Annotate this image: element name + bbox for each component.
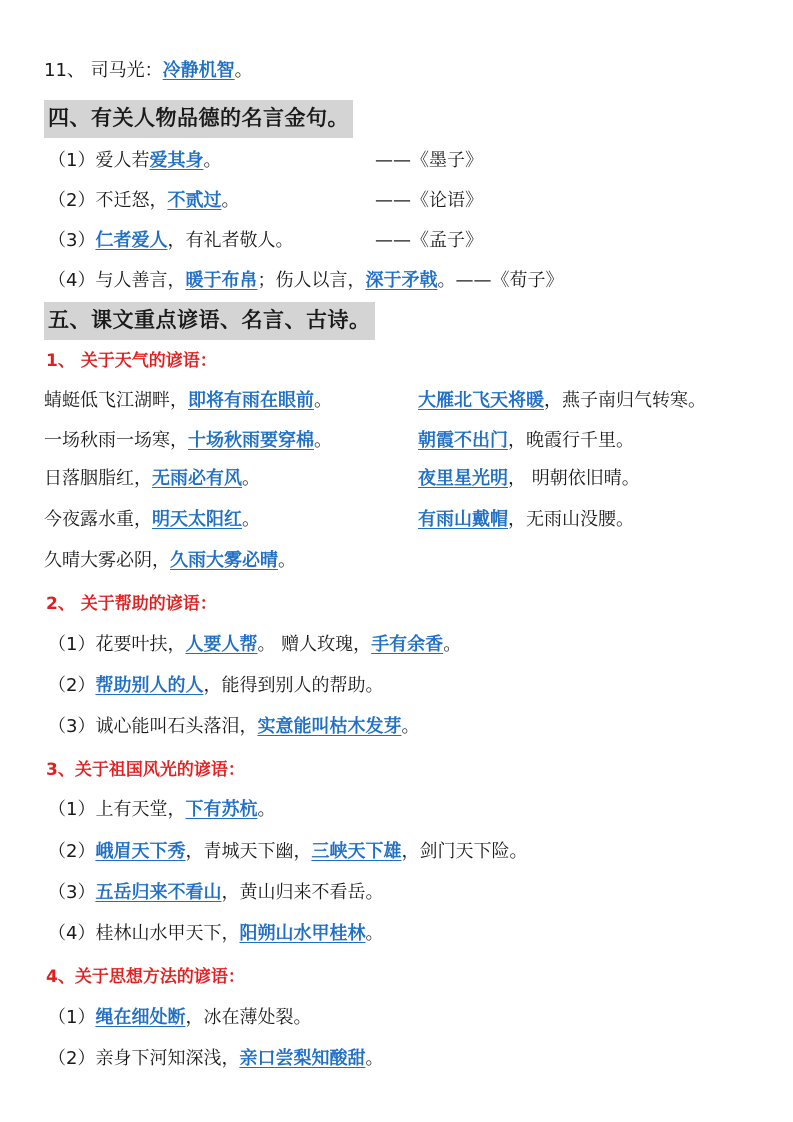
item-text: 。	[314, 390, 332, 411]
item-text: ，能得到别人的帮助。	[203, 675, 384, 696]
item-text: 。	[242, 468, 260, 489]
item-text: （2）	[48, 675, 96, 696]
quote-source: ——《墨子》	[375, 150, 483, 171]
answer-text: 阳朔山水甲桂林	[239, 923, 366, 944]
item-text: 。	[443, 634, 462, 655]
item-text: （1）	[48, 1007, 96, 1028]
item-text: （4）与人善言，	[48, 270, 186, 291]
answer-text: 人要人帮	[185, 634, 258, 655]
item-text: ， 明朝依旧晴。	[508, 468, 640, 489]
item-text: 。	[401, 716, 420, 737]
item-text: （2）亲身下河知深浅，	[48, 1048, 240, 1069]
item-text: ；伤人以言，	[257, 270, 366, 291]
item-text: 日落胭脂红，	[44, 468, 152, 489]
thinking-item-1	[48, 1005, 311, 1031]
answer-text: 冷静机智	[162, 60, 235, 81]
item-text: 。	[257, 799, 276, 820]
answer-text: 三峡天下雄	[311, 841, 402, 862]
item-text: （1）花要叶扶，	[48, 634, 186, 655]
item-text: （2）	[48, 841, 96, 862]
quote-item-4	[48, 268, 563, 294]
item-text: 。——《荀子》	[437, 270, 564, 291]
answer-text: 仁者爱人	[95, 230, 168, 251]
item-text: 。	[365, 923, 384, 944]
item-text: ，黄山归来不看岳。	[221, 882, 384, 903]
scenery-item-4	[48, 921, 383, 947]
answer-text: 帮助别人的人	[95, 675, 204, 696]
answer-text: 有雨山戴帽	[418, 509, 508, 530]
item-text: （3）	[48, 230, 96, 251]
item-text: 。 赠人玫瑰，	[257, 634, 372, 655]
quote-item-3	[48, 228, 293, 254]
item-text: 。	[203, 150, 222, 171]
item-text: ，冰在薄处裂。	[185, 1007, 312, 1028]
item-text: 今夜露水重，	[44, 509, 152, 530]
help-item-3	[48, 714, 419, 740]
quote-source: ——《孟子》	[375, 230, 483, 251]
item-text: （4）桂林山水甲天下，	[48, 923, 240, 944]
answer-text: 下有苏杭	[185, 799, 258, 820]
answer-text: 五岳归来不看山	[95, 882, 222, 903]
thinking-item-2	[48, 1046, 383, 1072]
item-text: 11、 司马光：	[44, 60, 163, 81]
item-text: ，青城天下幽，	[185, 841, 312, 862]
weather-right-2	[418, 428, 634, 454]
scenery-item-3	[48, 880, 383, 906]
item-text: ，有礼者敬人。	[167, 230, 294, 251]
weather-left-1	[44, 388, 332, 414]
quote-item-2	[48, 188, 239, 214]
item-text: 。	[365, 1048, 384, 1069]
item-text: ，燕子南归气转寒。	[544, 390, 706, 411]
subheading-help: 2、 关于帮助的谚语：	[46, 594, 217, 614]
answer-text: 即将有雨在眼前	[188, 390, 314, 411]
answer-text: 深于矛戟	[365, 270, 438, 291]
answer-text: 爱其身	[149, 150, 204, 171]
item-text: 一场秋雨一场寒，	[44, 430, 188, 451]
answer-text: 手有余香	[371, 634, 444, 655]
weather-left-3	[44, 466, 260, 492]
answer-text: 实意能叫枯木发芽	[257, 716, 402, 737]
help-item-1	[48, 632, 461, 658]
quote-source: ——《论语》	[375, 190, 483, 211]
quote-item-1	[48, 148, 221, 174]
answer-text: 绳在细处断	[95, 1007, 186, 1028]
item-text: （3）	[48, 882, 96, 903]
subheading-weather: 1、 关于天气的谚语：	[46, 351, 217, 371]
item-text: 。	[314, 430, 332, 451]
subheading-scenery: 3、关于祖国风光的谚语：	[46, 760, 245, 780]
answer-text: 朝霞不出门	[418, 430, 508, 451]
answer-text: 十场秋雨要穿棉	[188, 430, 314, 451]
item-text: ，剑门天下险。	[401, 841, 528, 862]
weather-right-4	[418, 507, 634, 533]
weather-last	[44, 548, 296, 574]
answer-text: 暖于布帛	[185, 270, 258, 291]
weather-right-3	[418, 466, 640, 492]
item-text: 。	[234, 60, 253, 81]
answer-text: 明天太阳红	[152, 509, 242, 530]
subheading-thinking: 4、关于思想方法的谚语：	[46, 967, 245, 987]
answer-text: 不贰过	[167, 190, 222, 211]
scenery-item-2	[48, 839, 527, 865]
answer-text: 久雨大雾必晴	[170, 550, 278, 571]
help-item-2	[48, 673, 383, 699]
answer-text: 夜里星光明	[418, 468, 508, 489]
item-text: ，无雨山没腰。	[508, 509, 634, 530]
weather-left-4	[44, 507, 260, 533]
item-text: （1）上有天堂，	[48, 799, 186, 820]
item-text: （3）诚心能叫石头落泪，	[48, 716, 258, 737]
section-4-heading: 四、有关人物品德的名言金句。	[44, 100, 353, 138]
item-text: 蜻蜓低飞江湖畔，	[44, 390, 188, 411]
item-text: 。	[278, 550, 296, 571]
item-text: 。	[242, 509, 260, 530]
answer-text: 大雁北飞天将暖	[418, 390, 544, 411]
section-5-heading: 五、课文重点谚语、名言、古诗。	[44, 302, 375, 340]
item-text: （1）爱人若	[48, 150, 150, 171]
weather-right-1	[418, 388, 706, 414]
answer-text: 亲口尝梨知酸甜	[239, 1048, 366, 1069]
answer-text: 峨眉天下秀	[95, 841, 186, 862]
weather-left-2	[44, 428, 332, 454]
answer-text: 无雨必有风	[152, 468, 242, 489]
item-text: 。	[221, 190, 240, 211]
item-11	[44, 58, 253, 84]
item-text: 久晴大雾必阴，	[44, 550, 170, 571]
item-text: （2）不迁怒，	[48, 190, 168, 211]
item-text: ，晚霞行千里。	[508, 430, 634, 451]
scenery-item-1	[48, 797, 275, 823]
